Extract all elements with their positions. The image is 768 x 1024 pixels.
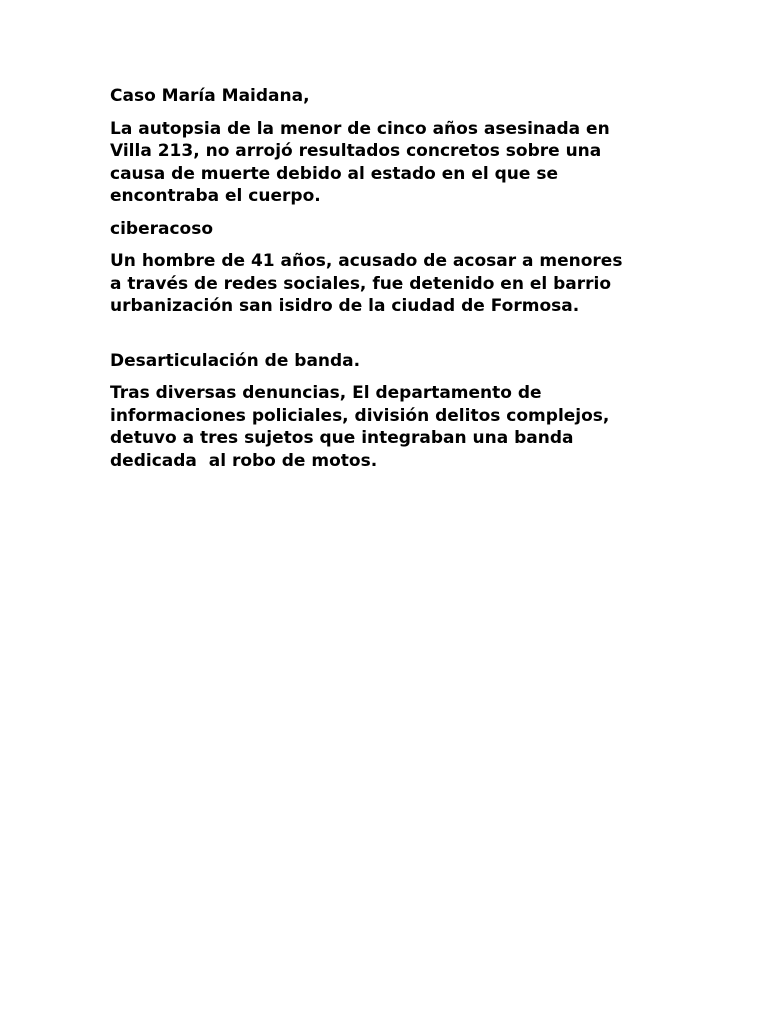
heading-desarticulacion-banda: Desarticulación de banda. — [110, 350, 361, 371]
heading-caso-maria-maidana: Caso María Maidana, — [110, 86, 310, 106]
document-page — [110, 85, 670, 482]
paragraph-autopsia: La autopsia de la menor de cinco años asesinada en Villa 213, no arrojó resultados concretos sobre una causa de muerte debido al estado en el que se encontraba el cuerpo. — [110, 118, 610, 206]
paragraph-desarticulacion: Tras diversas denuncias, El departamento de informaciones policiales, división delitos complejos, detuvo a tres sujetos que integraban una banda dedicada al robo de motos. — [110, 383, 610, 471]
paragraph-ciberacoso: Un hombre de 41 años, acusado de acosar a menores a través de redes sociales, fue detenido en el barrio urbanización san isidro de la ciudad de Formosa. — [110, 251, 623, 316]
heading-ciberacoso: ciberacoso — [110, 218, 214, 239]
blank-line — [110, 328, 670, 350]
